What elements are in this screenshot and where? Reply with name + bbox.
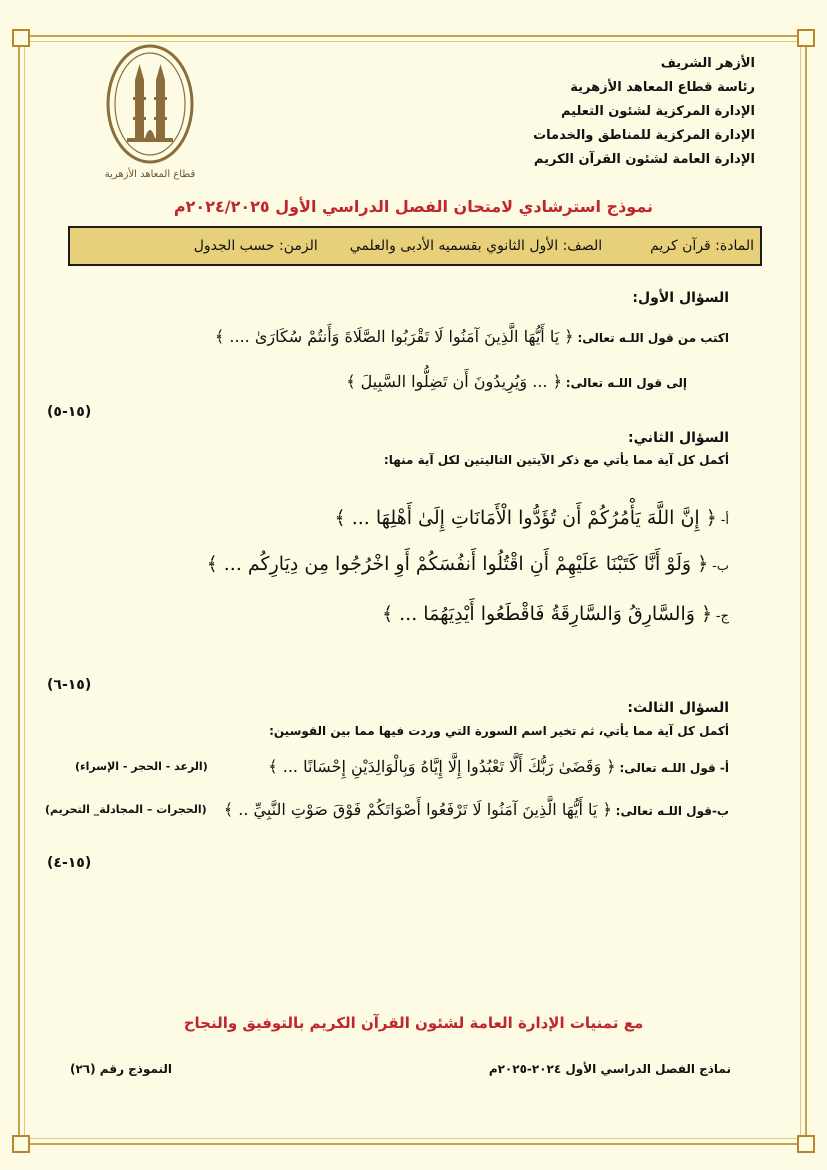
grade-label: الصف: الأول الثانوي بقسميه الأدبى والعلمي bbox=[349, 238, 603, 254]
corner-ornament-bottom-left bbox=[12, 1135, 30, 1153]
question-3-item-b-options: (الحجرات – المجادلة_ التحريم) bbox=[45, 803, 207, 816]
question-2-item-b-ayah: ﴿ وَلَوْ أَنَّا كَتَبْنَا عَلَيْهِمْ أَنِ اقْتُلُوا أَنفُسَكُمْ أَوِ اخْرُجُوا مِن دِيَارِكُم ... ﴾ bbox=[206, 553, 709, 575]
header-line-3: الإدارة المركزية لشئون التعليم bbox=[560, 104, 755, 119]
question-1-heading: السؤال الأول: bbox=[632, 290, 729, 306]
exam-info-bar bbox=[68, 226, 762, 266]
question-1-line-1 bbox=[215, 327, 729, 346]
question-1-marks: (١٥-٥) bbox=[47, 404, 92, 420]
closing-wishes: مع تمنيات الإدارة العامة لشئون القرآن الكريم بالتوفيق والنجاح bbox=[183, 1014, 644, 1032]
corner-ornament-top-right bbox=[797, 29, 815, 47]
header-line-1: الأزهر الشريف bbox=[660, 56, 755, 71]
question-3-marks: (١٥-٤) bbox=[47, 855, 92, 871]
question-3-item-a bbox=[268, 757, 729, 776]
question-2-marks: (١٥-٦) bbox=[47, 677, 92, 693]
exam-title: نموذج استرشادي لامتحان الفصل الدراسي الأول ٢٠٢٤/٢٠٢٥م bbox=[173, 197, 654, 216]
header-line-5: الإدارة العامة لشئون القرآن الكريم bbox=[533, 152, 755, 167]
question-1-to-prompt: إلى قول اللـه تعالى: bbox=[565, 376, 687, 390]
logo-caption: قطاع المعاهد الأزهرية bbox=[104, 169, 196, 180]
corner-ornament-bottom-right bbox=[797, 1135, 815, 1153]
question-2-item-a-ayah: ﴿ إِنَّ اللَّهَ يَأْمُرُكُمْ أَن تُؤَدُّوا الْأَمَانَاتِ إِلَىٰ أَهْلِهَا ... ﴾ bbox=[334, 507, 717, 529]
question-2-item-b-label: ب- bbox=[712, 559, 729, 574]
question-2-item-b bbox=[207, 553, 729, 575]
question-3-item-a-ayah: ﴿ وَقَضَىٰ رَبُّكَ أَلَّا تَعْبُدُوا إِلَّا إِيَّاهُ وَبِالْوَالِدَيْنِ إِحْسَانًا ... ﴾ bbox=[268, 757, 616, 776]
question-2-item-a bbox=[335, 507, 729, 529]
question-2-item-c-label: ج- bbox=[715, 609, 729, 624]
question-1-line-2 bbox=[346, 372, 687, 391]
question-2-item-a-label: أ- bbox=[720, 513, 729, 528]
time-label: الزمن: حسب الجدول bbox=[193, 238, 318, 254]
question-1-ayah-start: ﴿ يَا أَيُّهَا الَّذِينَ آمَنُوا لَا تَقْرَبُوا الصَّلَاةَ وَأَنتُمْ سُكَارَىٰ .... ﴾ bbox=[214, 327, 574, 346]
question-3-item-b bbox=[224, 800, 729, 819]
header-line-4: الإدارة المركزية للمناطق والخدمات bbox=[533, 128, 755, 143]
question-3-item-b-ayah: ﴿ يَا أَيُّهَا الَّذِينَ آمَنُوا لَا تَرْفَعُوا أَصْوَاتَكُمْ فَوْقَ صَوْتِ النَّبِيِّ .. ﴾ bbox=[223, 800, 612, 819]
question-1-prompt: اكتب من قول اللـه تعالى: bbox=[577, 331, 729, 345]
question-1-ayah-end: ﴿ ... وَيُرِيدُونَ أَن تَضِلُّوا السَّبِيلَ ﴾ bbox=[346, 372, 562, 391]
question-3-heading: السؤال الثالث: bbox=[627, 700, 729, 716]
question-2-heading: السؤال الثاني: bbox=[628, 430, 729, 446]
question-3-item-a-label: أ- قول اللـه تعالى: bbox=[619, 761, 729, 775]
question-3-prompt: أكمل كل آية مما يأتي، ثم تخير اسم السورة التي وردت فيها مما بين القوسين: bbox=[269, 724, 729, 738]
question-2-item-c-ayah: ﴿ وَالسَّارِقُ وَالسَّارِقَةُ فَاقْطَعُوا أَيْدِيَهُمَا ... ﴾ bbox=[381, 603, 713, 625]
corner-ornament-top-left bbox=[12, 29, 30, 47]
question-2-item-c bbox=[382, 603, 729, 625]
header-line-2: رئاسة قطاع المعاهد الأزهرية bbox=[570, 80, 755, 95]
question-3-item-a-options: (الرعد - الحجر - الإسراء) bbox=[75, 760, 208, 773]
subject-label: المادة: قرآن كريم bbox=[650, 238, 754, 254]
footer-semester-models: نماذج الفصل الدراسي الأول ٢٠٢٤-٢٠٢٥م bbox=[488, 1062, 731, 1076]
azhar-logo bbox=[95, 42, 205, 182]
azhar-mosque-emblem-icon bbox=[95, 42, 205, 167]
footer-model-number: النموذج رقم (٢٦) bbox=[70, 1062, 173, 1076]
institution-header bbox=[533, 52, 755, 172]
question-3-item-b-label: ب-قول اللـه تعالى: bbox=[615, 804, 729, 818]
question-2-prompt: أكمل كل آية مما يأتي مع ذكر الآيتين التاليتين لكل آية منها: bbox=[383, 453, 729, 467]
